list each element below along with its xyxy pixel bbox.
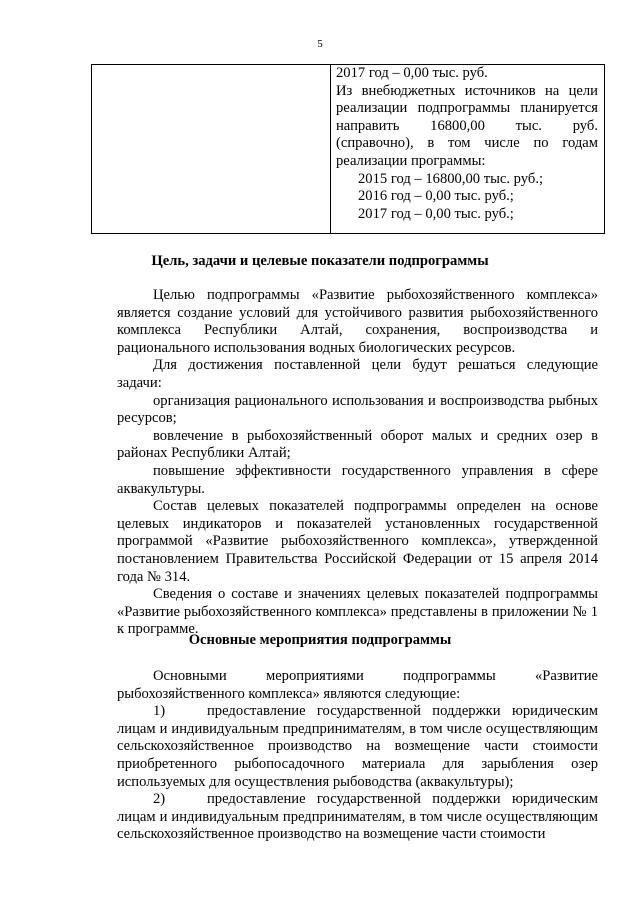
- list-number: 2): [153, 791, 166, 808]
- section-heading: Основные мероприятия подпрограммы: [188, 632, 452, 648]
- section-body: [117, 287, 598, 639]
- table-line: (справочно), в том числе по годам: [336, 135, 598, 152]
- paragraph: Состав целевых показателей подпрограммы определен на основе целевых индикаторов и показателей установленных государственной программой «Развитие рыбохозяйственного комплекса», утвержденной постановлением Правительства Российской Федерации от 15 апреля 2014 года № 314.: [117, 498, 598, 585]
- table-line: направить 16800,00 тыс. руб.: [336, 117, 598, 134]
- table-line: 2016 год – 0,00 тыс. руб.;: [358, 188, 514, 205]
- table-line: 2017 год – 0,00 тыс. руб.: [336, 65, 488, 81]
- paragraph: вовлечение в рыбохозяйственный оборот малых и средних озер в районах Республики Алтай;: [117, 427, 598, 462]
- paragraph: Для достижения поставленной цели будут решаться следующие задачи:: [117, 357, 598, 391]
- section-heading: Цель, задачи и целевые показатели подпрограммы: [151, 253, 489, 269]
- page-number: 5: [317, 38, 323, 50]
- paragraph: Целью подпрограммы «Развитие рыбохозяйственного комплекса» является создание условий для устойчивого развития рыбохозяйственного комплекса Республики Алтай, сохранения, воспроизводства и рационального использования водных биологических ресурсов.: [117, 287, 598, 356]
- table-line: 2017 год – 0,00 тыс. руб.;: [358, 205, 514, 222]
- paragraph: Основными мероприятиями подпрограммы «Развитие рыбохозяйственного комплекса» являются следующие:: [117, 668, 598, 702]
- paragraph: Сведения о составе и значениях целевых показателей подпрограммы «Развитие рыбохозяйственного комплекса» представлены в приложении № 1 к программе.: [117, 586, 598, 638]
- table-line: 2015 год – 16800,00 тыс. руб.;: [358, 170, 544, 187]
- table-column-divider: [330, 65, 331, 233]
- table-line: реализации программы:: [336, 152, 486, 169]
- list-text: предоставление государственной поддержки юридическим лицам и индивидуальным предпринимателям, в том числе осуществляющим сельскохозяйственное производство на возмещение части стоимости приобретенного рыбопосадочного материала для зарыбления озер используемых для осуществления рыбоводства (аквакультуры);: [117, 703, 598, 790]
- list-number: 1): [153, 703, 166, 720]
- funding-cell: [336, 65, 598, 223]
- paragraph: организация рационального использования и воспроизводства рыбных ресурсов;: [117, 392, 598, 427]
- list-text: предоставление государственной поддержки юридическим лицам и индивидуальным предпринимателям, в том числе осуществляющим сельскохозяйственное производство на возмещение части стоимости: [117, 791, 598, 843]
- paragraph: повышение эффективности государственного управления в сфере аквакультуры.: [117, 462, 598, 497]
- table-line: реализации подпрограммы планируется: [336, 100, 598, 117]
- list-item: [117, 791, 598, 844]
- funding-table: [91, 64, 605, 234]
- table-line: Из внебюджетных источников на цели: [336, 82, 598, 99]
- section-body: [117, 668, 598, 844]
- list-item: [117, 703, 598, 791]
